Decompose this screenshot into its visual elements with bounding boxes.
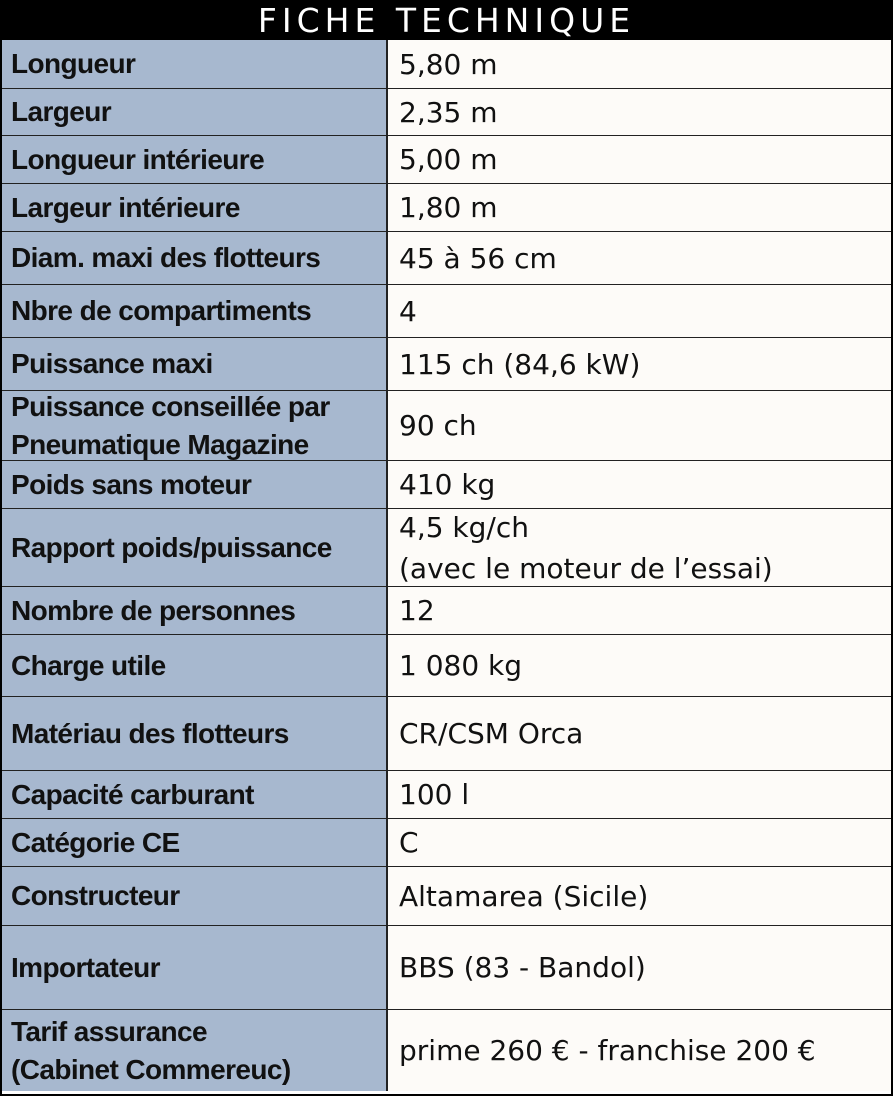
spec-row [2,460,891,508]
spec-label: Catégorie CE [2,819,388,866]
spec-label: Puissance maxi [2,338,388,390]
spec-value: 4 [388,285,891,337]
spec-label: Diam. maxi des flotteurs [2,232,388,284]
spec-label: Longueur [2,40,388,88]
spec-value: 1 080 kg [388,635,891,696]
spec-label: Capacité carburant [2,771,388,818]
spec-value: Altamarea (Sicile) [388,867,891,925]
spec-value: 1,80 m [388,184,891,231]
spec-row [2,925,891,1009]
spec-value: 410 kg [388,461,891,508]
spec-row [2,508,891,586]
spec-row [2,390,891,460]
spec-label: Poids sans moteur [2,461,388,508]
spec-label: Constructeur [2,867,388,925]
spec-label: Tarif assurance (Cabinet Commereuc) [2,1010,388,1091]
spec-value: 12 [388,587,891,634]
spec-value: prime 260 € - franchise 200 € [388,1010,891,1091]
spec-value: CR/CSM Orca [388,697,891,770]
spec-row [2,818,891,866]
spec-label: Largeur [2,89,388,135]
spec-value: 2,35 m [388,89,891,135]
spec-value: 115 ch (84,6 kW) [388,338,891,390]
spec-row [2,337,891,390]
spec-value: 5,00 m [388,136,891,183]
spec-row [2,1009,891,1091]
spec-value: BBS (83 - Bandol) [388,926,891,1009]
spec-label: Matériau des flotteurs [2,697,388,770]
spec-label: Nbre de compartiments [2,285,388,337]
spec-label: Largeur intérieure [2,184,388,231]
spec-table [0,40,893,1096]
spec-row [2,866,891,925]
spec-label: Longueur intérieure [2,136,388,183]
spec-row [2,135,891,183]
spec-label: Importateur [2,926,388,1009]
sheet-title: FICHE TECHNIQUE [257,0,636,40]
spec-label: Nombre de personnes [2,587,388,634]
spec-row [2,231,891,284]
title-bar [0,0,893,40]
spec-value: 5,80 m [388,40,891,88]
spec-row [2,696,891,770]
spec-row [2,586,891,634]
spec-label: Puissance conseillée par Pneumatique Magazine [2,391,388,460]
spec-label: Charge utile [2,635,388,696]
spec-row [2,88,891,135]
spec-row [2,40,891,88]
spec-row [2,770,891,818]
spec-value: 4,5 kg/ch (avec le moteur de l’essai) [388,509,891,586]
spec-label: Rapport poids/puissance [2,509,388,586]
spec-row [2,634,891,696]
spec-value: 100 l [388,771,891,818]
spec-value: C [388,819,891,866]
spec-value: 45 à 56 cm [388,232,891,284]
spec-value: 90 ch [388,391,891,460]
spec-row [2,183,891,231]
spec-row [2,284,891,337]
